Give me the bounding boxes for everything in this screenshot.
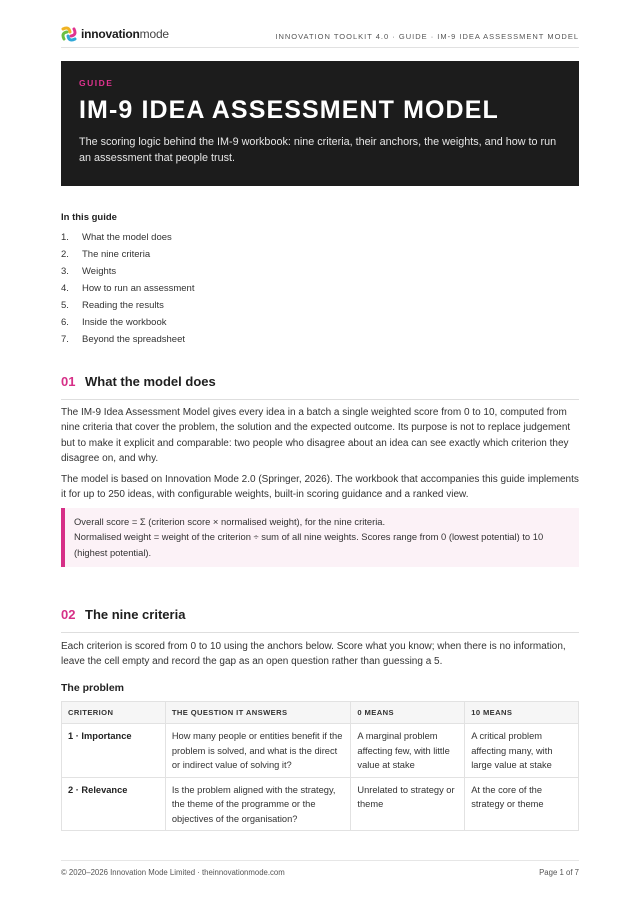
criteria-table [61,701,579,831]
running-head: INNOVATION TOOLKIT 4.0 · GUIDE · IM-9 IDEA ASSESSMENT MODEL [275,32,579,41]
page-title: IM-9 IDEA ASSESSMENT MODEL [79,96,499,124]
criterion-question: How many people or entities benefit if the problem is solved, and what is the direct or indirect value of solving it? [165,724,351,778]
anchor-ten: At the core of the strategy or theme [465,777,579,831]
section-heading-1 [61,374,579,400]
column-header: CRITERION [62,702,166,724]
toc-item-number: 3. [61,266,69,277]
criterion-name: 1 · Importance [62,724,166,778]
section-heading-2 [61,607,579,633]
toc-item-number: 4. [61,283,69,294]
logo-text-bold: innovation [81,27,140,41]
table-of-contents [61,212,194,348]
body-paragraph: The IM-9 Idea Assessment Model gives every idea in a batch a single weighted score from 0 to 10, computed from nine criteria that cover the problem, the solution and the expected outcome. Its purpose is not to replace judgement but to make it explicit and comparable: two people who disagree about an idea can see exactly which criterion they disagree on, and why. [61,407,571,465]
formula-line: Overall score = Σ (criterion score × normalised weight), for the nine criteria. [74,516,386,527]
section-number: 02 [61,607,76,622]
toc-title: In this guide [61,212,117,223]
formula-line: Normalised weight = weight of the criterion ÷ sum of all nine weights. Scores range from 0 (lowest potential) to 10 (highest potential). [74,531,544,558]
toc-item-number: 7. [61,334,69,345]
section-number: 01 [61,374,76,389]
footer-divider [61,860,579,861]
toc-item[interactable] [61,246,194,263]
toc-item[interactable] [61,280,194,297]
subsection-heading: The problem [61,682,125,694]
anchor-zero: Unrelated to strategy or theme [351,777,465,831]
section-title: What the model does [85,374,216,389]
toc-item-label: Inside the workbook [82,317,167,328]
header-divider [61,47,579,48]
column-header: 0 MEANS [351,702,465,724]
toc-item-number: 2. [61,249,69,260]
footer-copyright: © 2020–2026 Innovation Mode Limited · theinnovationmode.com [61,868,285,877]
toc-item[interactable] [61,331,194,348]
formula-callout [61,508,579,567]
anchor-ten: A critical problem affecting many, with large value at stake [465,724,579,778]
toc-item-label: How to run an assessment [82,283,195,294]
toc-item-number: 6. [61,317,69,328]
logo-text-light: mode [139,27,169,41]
section-title: The nine criteria [85,607,186,622]
toc-item[interactable] [61,314,194,331]
toc-item[interactable] [61,297,194,314]
toc-item-label: Beyond the spreadsheet [82,334,185,345]
innovation-mode-logo-icon [61,26,77,42]
toc-item-label: Weights [82,266,117,277]
toc-item-number: 1. [61,232,69,243]
toc-item[interactable] [61,229,194,246]
anchor-zero: A marginal problem affecting few, with little value at stake [351,724,465,778]
criterion-name: 2 · Relevance [62,777,166,831]
toc-item-label: What the model does [82,232,172,243]
page-subtitle: The scoring logic behind the IM-9 workbook: nine criteria, their anchors, the weights, and how to run an assessment that people trust. [79,136,557,164]
body-paragraph: Each criterion is scored from 0 to 10 using the anchors below. Score what you know; when there is no information, leave the cell empty and record the gap as an open question rather than guessing a 5. [61,641,566,668]
toc-item-label: Reading the results [82,300,164,311]
body-paragraph: The model is based on Innovation Mode 2.0 (Springer, 2026). The workbook that accompanies this guide implements it for up to 250 ideas, with configurable weights, built-in scoring guidance and a ranked view. [61,474,579,501]
brand-logo [61,26,169,42]
column-header: THE QUESTION IT ANSWERS [165,702,351,724]
criterion-question: Is the problem aligned with the strategy, the theme of the programme or the objectives of the organisation? [165,777,351,831]
hero-banner [61,61,579,186]
table-row [62,724,579,778]
column-header: 10 MEANS [465,702,579,724]
toc-item-number: 5. [61,300,69,311]
hero-kicker: GUIDE [79,78,114,88]
toc-item[interactable] [61,263,194,280]
toc-item-label: The nine criteria [82,249,151,260]
page-header [61,24,579,46]
table-header-row [62,702,579,724]
page-number: Page 1 of 7 [539,868,579,877]
table-row [62,777,579,831]
